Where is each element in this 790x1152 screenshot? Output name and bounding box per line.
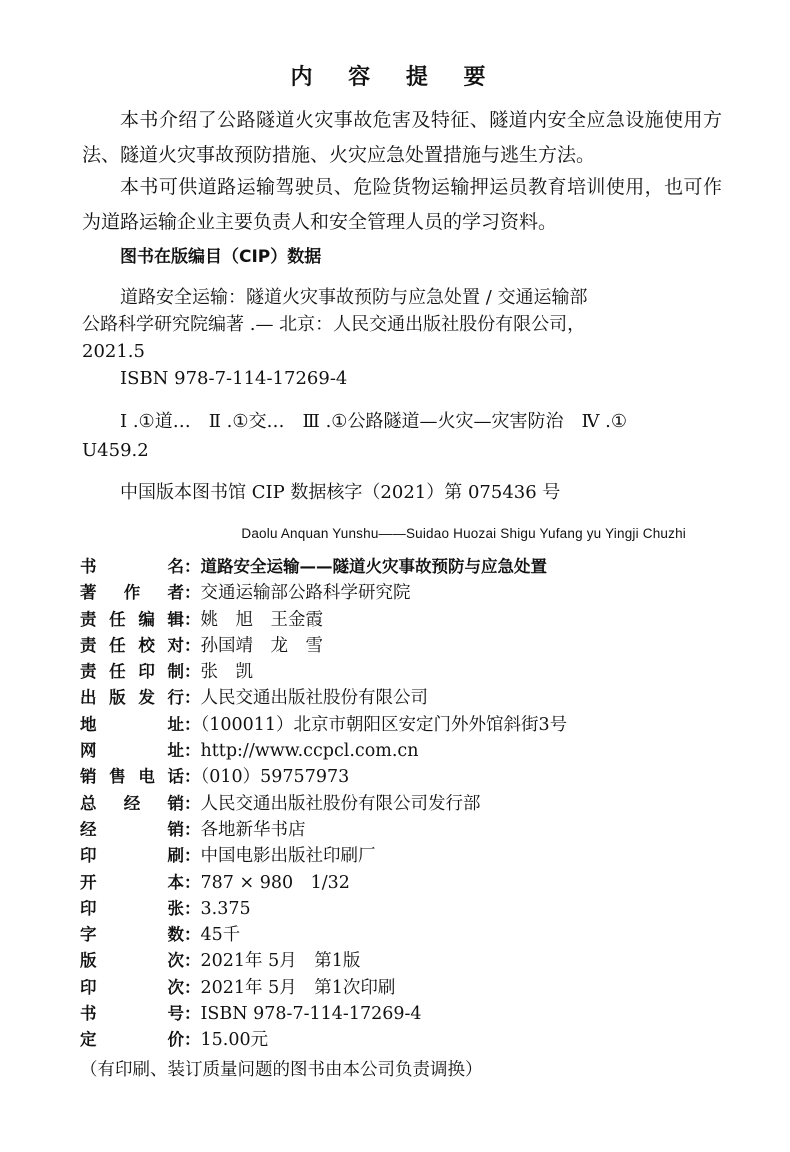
info-colon: ： [184,714,201,734]
info-row [80,791,720,817]
cip-isbn: ISBN 978-7-114-17269-4 [120,368,348,389]
info-colon: ： [184,951,201,971]
info-row [80,896,720,922]
info-value: http://www.ccpcl.com.cn [200,741,419,762]
info-value: 张 凯 [200,662,253,683]
info-value: 交通运输部公路科学研究院 [200,583,411,604]
info-colon: ： [184,688,201,708]
info-row [80,922,720,948]
info-row [80,843,720,869]
info-colon: ： [184,635,201,655]
info-label: 书 号 [80,1004,184,1024]
info-label: 印 张 [80,898,184,918]
info-colon: ： [184,925,201,945]
info-colon: ： [184,846,201,866]
info-label: 版 次 [80,951,184,971]
footer-note: （有印刷、装订质量问题的图书由本公司负责调换） [80,1060,483,1080]
info-colon: ： [184,1004,201,1024]
info-value: 孙国靖 龙 雪 [200,635,323,656]
info-value: 中国电影出版社印刷厂 [200,846,376,867]
info-row [80,633,720,659]
info-value: 人民交通出版社股份有限公司 [200,688,428,709]
info-value: 2021年 5月 第1版 [200,951,361,972]
info-label: 印 次 [80,977,184,997]
info-row [80,712,720,738]
info-label: 著 作 者 [80,583,184,603]
info-value: 2021年 5月 第1次印刷 [200,977,396,998]
info-colon: ： [184,609,201,629]
info-colon: ： [184,767,201,787]
info-colon: ： [184,898,201,918]
info-label: 出版发行 [80,688,184,708]
info-row [80,580,720,606]
info-row [80,817,720,843]
info-colon: ： [184,793,201,813]
info-value: 各地新华书店 [200,819,306,840]
info-colon: ： [184,583,201,603]
info-row [80,948,720,974]
info-colon: ： [184,557,201,576]
info-label: 网 址 [80,741,184,761]
info-colon: ： [184,819,201,839]
info-colon: ： [184,1030,201,1050]
info-row [80,738,720,764]
info-row [80,764,720,790]
cip-entry: 道路安全运输：隧道火灾事故预防与应急处置 / 交通运输部公路科学研究院编著 .— 北京：人民交通出版社股份有限公司，2021.5 [82,287,588,362]
info-value: 姚 旭 王金霞 [200,609,323,630]
info-value: （100011）北京市朝阳区安定门外外馆斜街3号 [200,714,568,735]
info-label: 总 经 销 [80,793,184,813]
summary-paragraph-1: 本书介绍了公路隧道火灾事故危害及特征、隧道内安全应急设施使用方法、隧道火灾事故预防措施、火灾应急处置措施与逃生方法。 [82,109,722,166]
info-value: 787 × 980 1/32 [200,872,350,893]
info-row [80,870,720,896]
info-label: 地 址 [80,714,184,734]
info-label: 开 本 [80,872,184,892]
info-label: 字 数 [80,925,184,945]
publication-info [80,554,720,1054]
info-row [80,1027,720,1053]
info-value: ISBN 978-7-114-17269-4 [200,1004,422,1025]
info-colon: ： [184,977,201,997]
info-value: 人民交通出版社股份有限公司发行部 [200,793,481,814]
page-title: 内 容 提 要 [290,65,500,90]
info-label: 印 刷 [80,846,184,866]
info-colon: ： [184,662,201,682]
info-value: 3.375 [200,898,251,919]
info-colon: ： [184,872,201,892]
info-value: （010）59757973 [200,767,350,788]
info-label: 责任编辑 [80,609,184,629]
info-label: 责任校对 [80,635,184,655]
pinyin-title: Daolu Anquan Yunshu——Suidao Huozai Shigu Yufang yu Yingji Chuzhi [241,526,686,541]
info-label: 经 销 [80,819,184,839]
info-colon: ： [184,741,201,761]
info-value: 15.00元 [200,1030,269,1051]
info-label: 销售电话 [80,767,184,787]
info-label: 定 价 [80,1030,184,1050]
info-value: 道路安全运输——隧道火灾事故预防与应急处置 [200,557,547,576]
info-value: 45千 [200,925,241,946]
info-row [80,1001,720,1027]
info-row [80,554,720,580]
info-label: 书 名 [80,557,184,576]
info-row [80,659,720,685]
info-row [80,975,720,1001]
summary-paragraph-2: 本书可供道路运输驾驶员、危险货物运输押运员教育培训使用，也可作为道路运输企业主要负责人和安全管理人员的学习资料。 [82,176,722,233]
info-row [80,607,720,633]
cip-heading: 图书在版编目（CIP）数据 [120,247,322,267]
cip-classification: Ⅰ .①道… Ⅱ .①交… Ⅲ .①公路隧道—火灾—灾害防治 Ⅳ .① U459.2 [82,411,628,461]
cip-verify-number: 中国版本图书馆 CIP 数据核字（2021）第 075436 号 [120,482,561,503]
info-row [80,685,720,711]
info-label: 责任印制 [80,662,184,682]
